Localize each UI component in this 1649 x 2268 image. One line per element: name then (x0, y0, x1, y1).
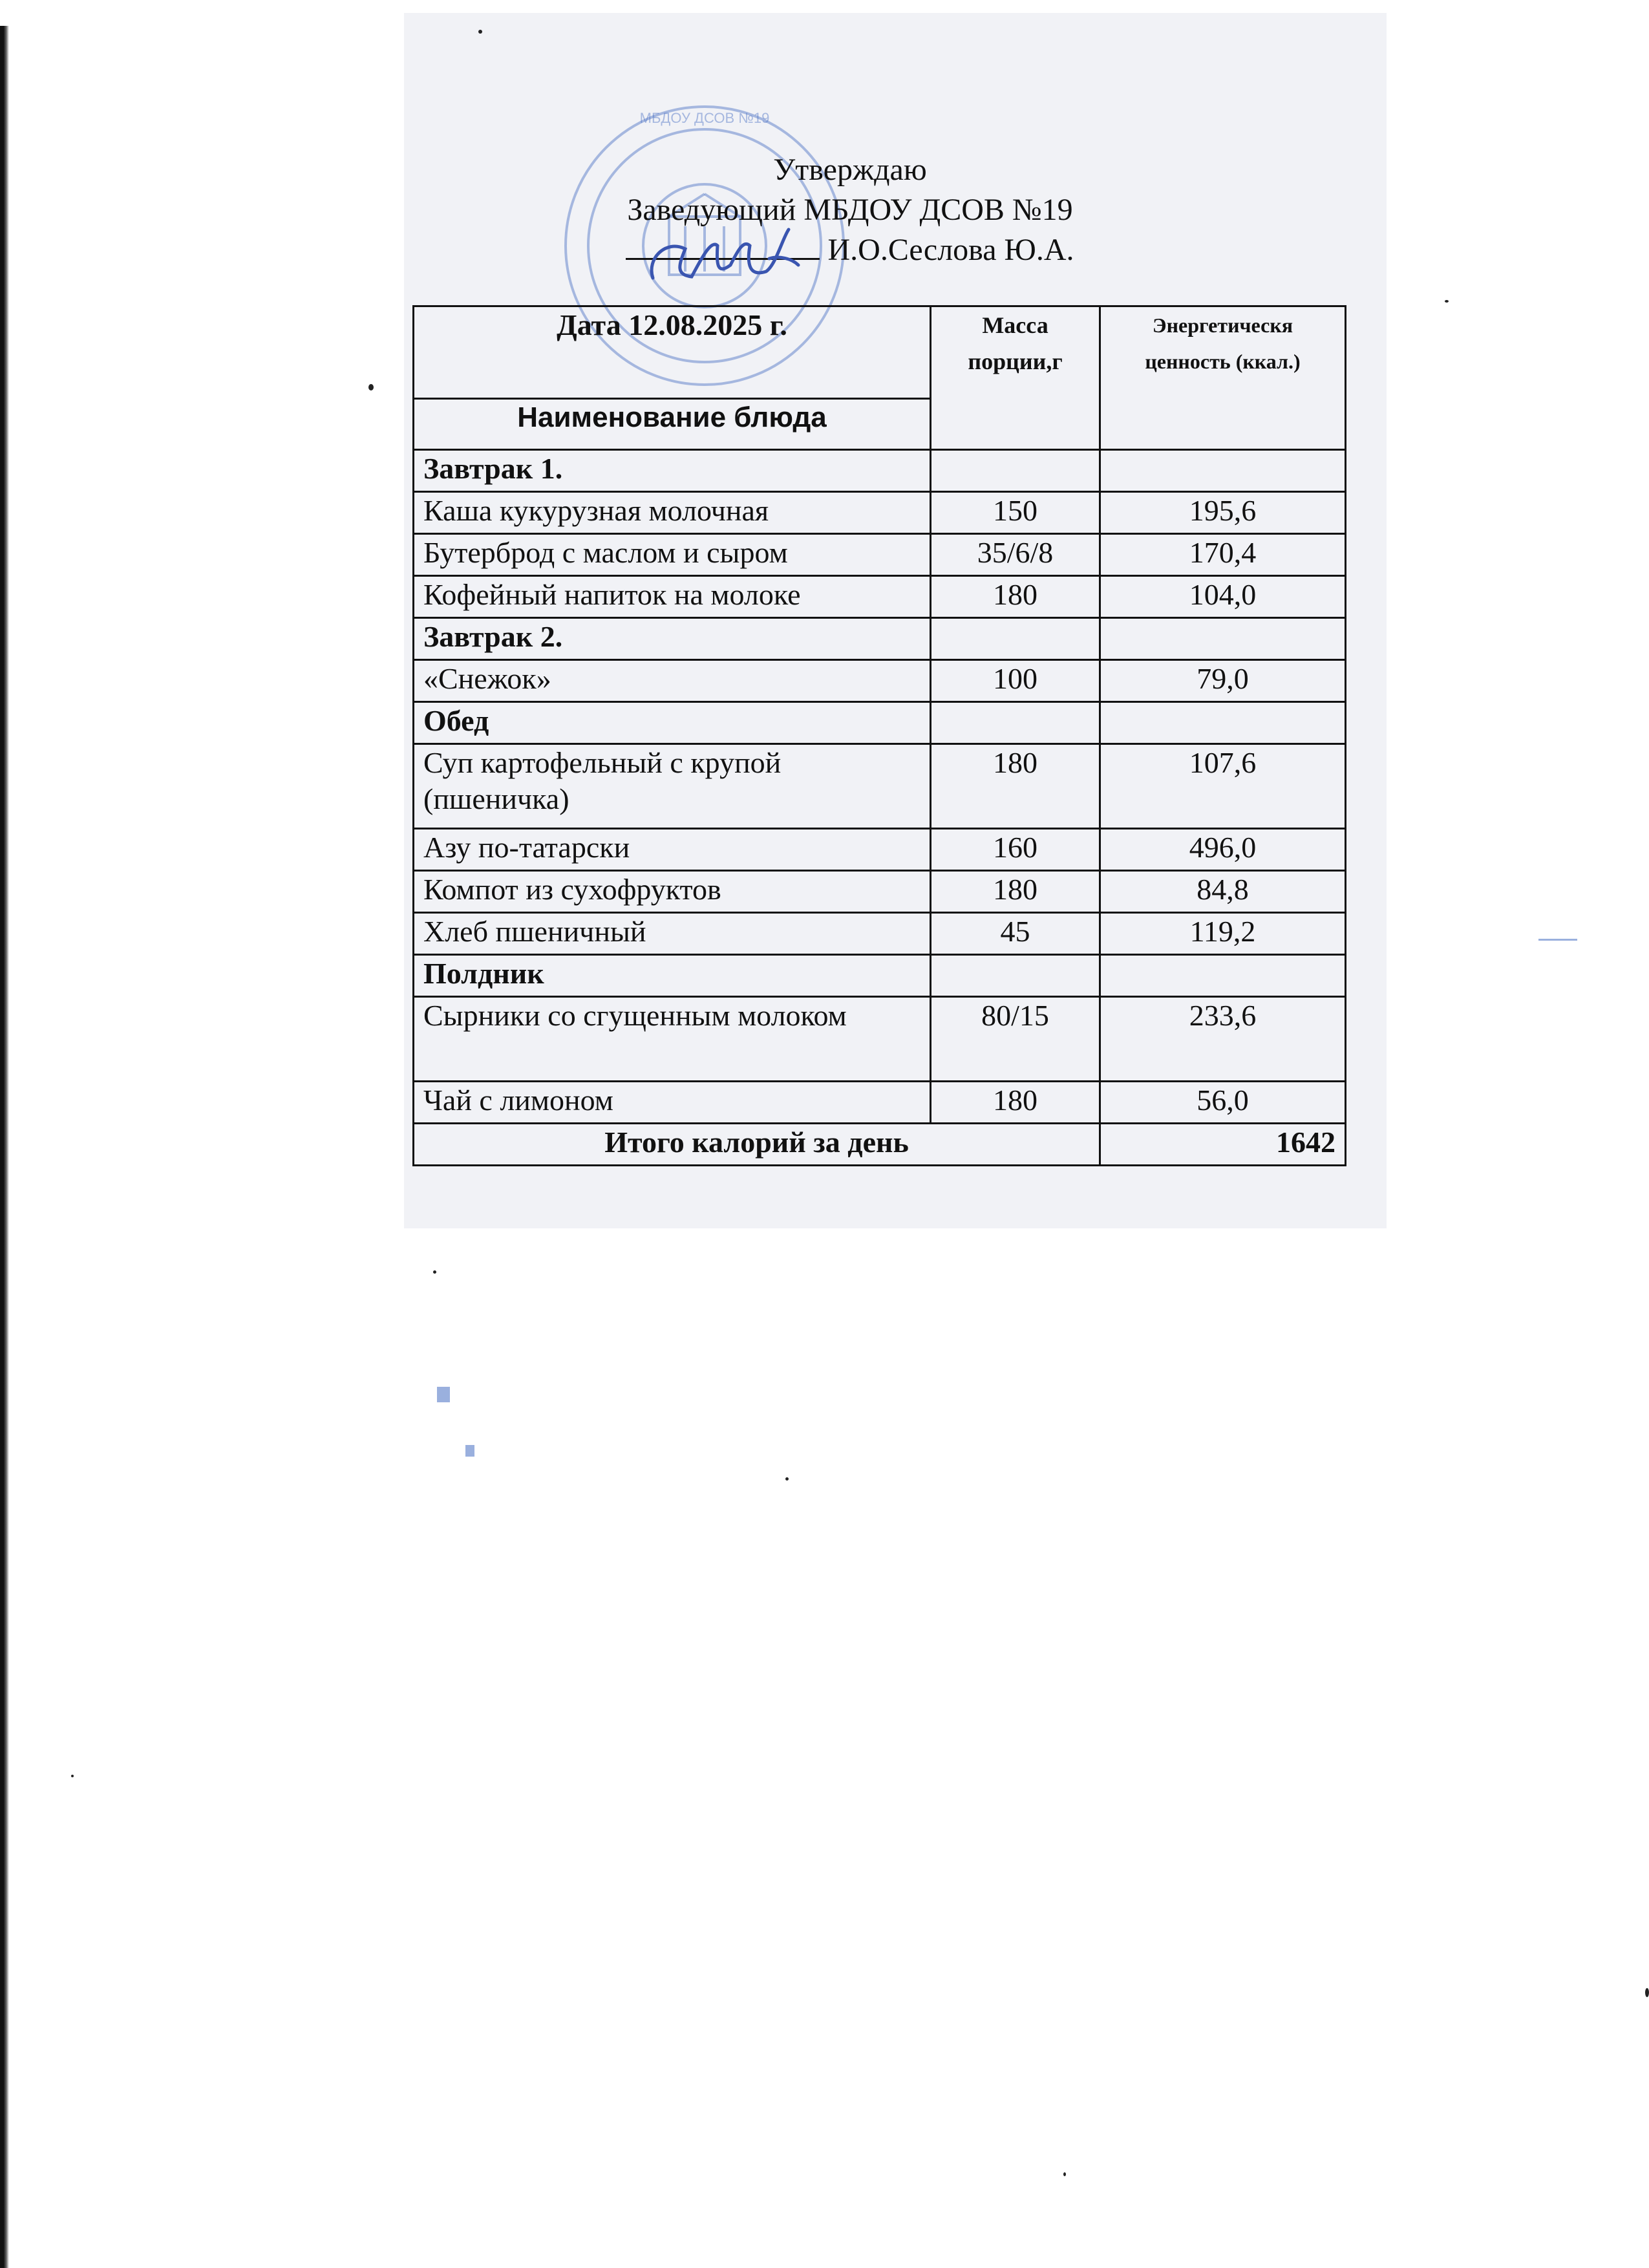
dish-mass: 180 (931, 871, 1100, 913)
dish-name: «Снежок» (414, 660, 931, 702)
dish-name: Каша кукурузная молочная (414, 492, 931, 534)
dish-mass: 180 (931, 744, 1100, 829)
section-title: Завтрак 1. (414, 450, 931, 492)
section-row (414, 450, 1346, 492)
scan-speck (1445, 300, 1449, 303)
signature-underline (626, 232, 820, 260)
dish-name: Чай с лимоном (414, 1082, 931, 1124)
table-row (414, 871, 1346, 913)
dish-name: Кофейный напиток на молоке (414, 576, 931, 618)
section-row (414, 955, 1346, 997)
dish-energy: 107,6 (1100, 744, 1346, 829)
blue-ink-speck (465, 1445, 474, 1457)
table-row (414, 744, 1346, 829)
dish-energy: 84,8 (1100, 871, 1346, 913)
dish-energy: 195,6 (1100, 492, 1346, 534)
section-title: Обед (414, 702, 931, 744)
dish-name: Хлеб пшеничный (414, 913, 931, 955)
dish-mass: 35/6/8 (931, 534, 1100, 576)
table-row (414, 997, 1346, 1082)
table-row (414, 1082, 1346, 1124)
scan-speck (71, 1775, 74, 1777)
dish-name: Бутерброд с маслом и сыром (414, 534, 931, 576)
dish-energy: 104,0 (1100, 576, 1346, 618)
scan-speck (368, 384, 374, 390)
scan-speck (478, 30, 482, 34)
dish-name: Компот из сухофруктов (414, 871, 931, 913)
dish-mass: 160 (931, 829, 1100, 871)
section-title: Полдник (414, 955, 931, 997)
dish-name: Сырники со сгущенным молоком (414, 997, 931, 1082)
scan-speck (1645, 1988, 1649, 1997)
dish-mass: 45 (931, 913, 1100, 955)
blue-ink-speck (1538, 939, 1577, 941)
dish-mass: 80/15 (931, 997, 1100, 1082)
scan-left-edge (0, 26, 9, 2268)
signature-line (414, 230, 1286, 270)
table-row (414, 534, 1346, 576)
scan-speck (1063, 2172, 1066, 2176)
dish-energy: 496,0 (1100, 829, 1346, 871)
approver-name: И.О.Сеслова Ю.А. (827, 233, 1074, 267)
dish-name: Азу по-татарски (414, 829, 931, 871)
total-value: 1642 (1100, 1124, 1346, 1166)
total-label: Итого калорий за день (414, 1124, 1100, 1166)
section-row (414, 618, 1346, 660)
table-row (414, 492, 1346, 534)
menu-table (412, 305, 1346, 1166)
dish-mass: 150 (931, 492, 1100, 534)
section-row (414, 702, 1346, 744)
energy-header: Энергетическя ценность (ккал.) (1100, 306, 1346, 450)
dish-energy: 79,0 (1100, 660, 1346, 702)
table-row (414, 576, 1346, 618)
approval-title: Утверждаю (773, 153, 927, 187)
dish-mass: 180 (931, 1082, 1100, 1124)
dish-name-header: Наименование блюда (414, 399, 931, 450)
dish-energy: 119,2 (1100, 913, 1346, 955)
table-row (414, 913, 1346, 955)
dish-energy: 56,0 (1100, 1082, 1346, 1124)
dish-mass: 180 (931, 576, 1100, 618)
total-row (414, 1124, 1346, 1166)
approval-position: Заведующий МБДОУ ДСОВ №19 (627, 193, 1073, 227)
table-row (414, 660, 1346, 702)
dish-name: Суп картофельный с крупой (пшеничка) (414, 744, 931, 829)
approval-block (414, 150, 1286, 270)
dish-energy: 170,4 (1100, 534, 1346, 576)
scan-speck (785, 1477, 789, 1481)
blue-ink-speck (437, 1387, 450, 1402)
scan-speck (433, 1270, 436, 1274)
section-title: Завтрак 2. (414, 618, 931, 660)
svg-text:МБДОУ ДСОВ №19: МБДОУ ДСОВ №19 (639, 110, 770, 126)
dish-energy: 233,6 (1100, 997, 1346, 1082)
table-row (414, 829, 1346, 871)
dish-mass: 100 (931, 660, 1100, 702)
mass-header: Масса порции,г (931, 306, 1100, 450)
date-header: Дата 12.08.2025 г. (414, 306, 931, 399)
